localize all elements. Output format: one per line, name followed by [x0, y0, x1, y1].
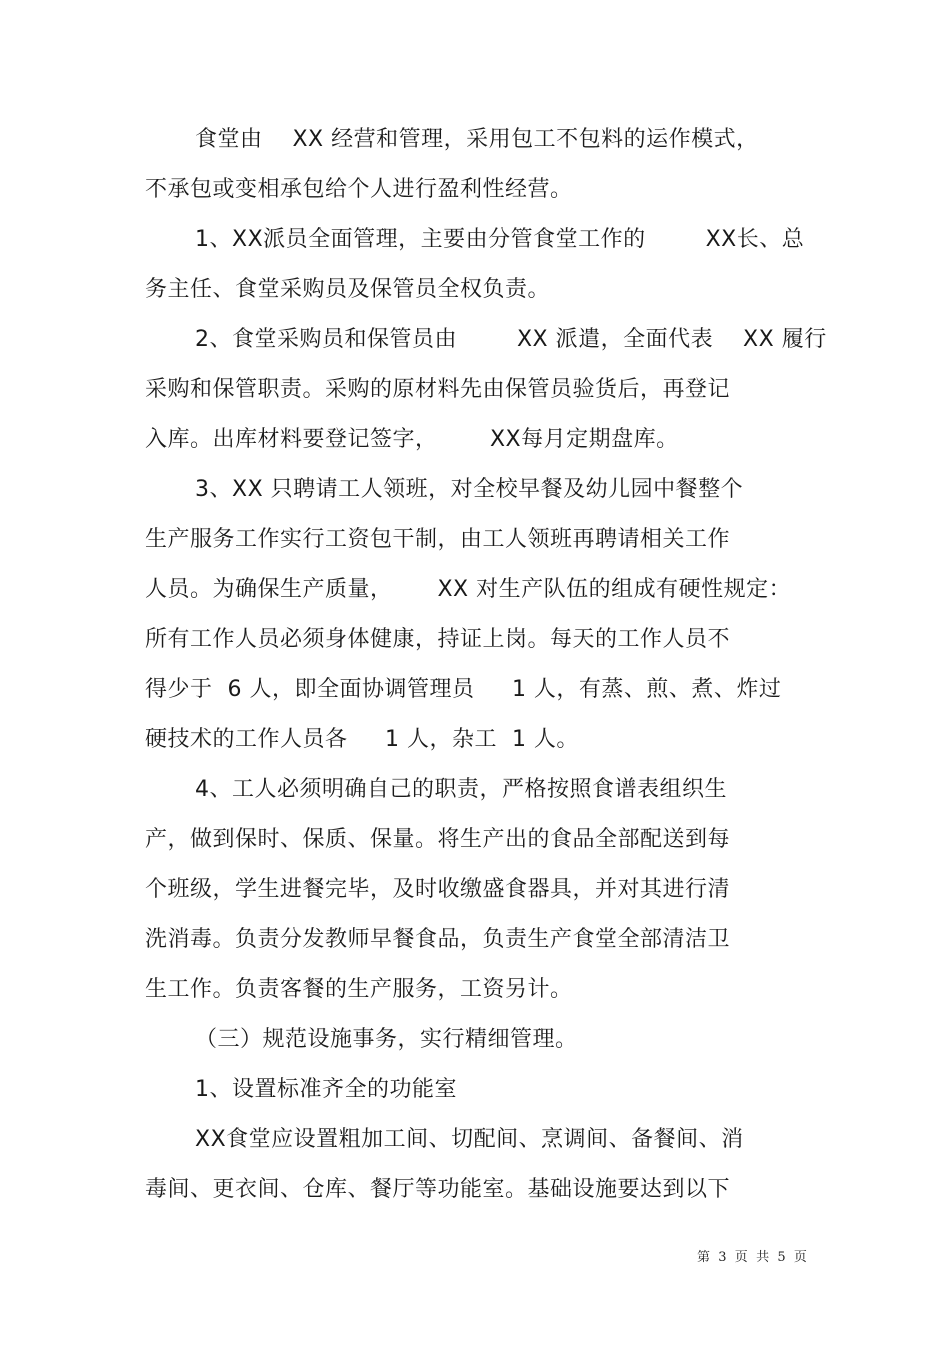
text-line: 生工作。负责客餐的生产服务，工资另计。 — [145, 977, 573, 1002]
page-number-footer: 第 3 页 共 5 页 — [697, 1250, 807, 1265]
text-line: 产，做到保时、保质、保量。将生产出的食品全部配送到每 — [145, 827, 731, 852]
text-line: 2、食堂采购员和保管员由 XX 派遣，全面代表 XX 履行 — [195, 327, 827, 352]
text-line: 1、XX派员全面管理，主要由分管食堂工作的 XX长、总 — [195, 227, 805, 252]
text-line: 务主任、食堂采购员及保管员全权负责。 — [145, 277, 551, 302]
text-line: 采购和保管职责。采购的原材料先由保管员验货后，再登记 — [145, 377, 731, 402]
text-line: XX食堂应设置粗加工间、切配间、烹调间、备餐间、消 — [195, 1127, 744, 1152]
text-line: 不承包或变相承包给个人进行盈利性经营。 — [145, 177, 573, 202]
text-line: 生产服务工作实行工资包干制，由工人领班再聘请相关工作 — [145, 527, 731, 552]
text-line: 毒间、更衣间、仓库、餐厅等功能室。基础设施要达到以下 — [145, 1177, 731, 1202]
text-line: 得少于 6 人，即全面协调管理员 1 人，有蒸、煎、煮、炸过 — [145, 677, 782, 702]
text-line: 4、工人必须明确自己的职责，严格按照食谱表组织生 — [195, 777, 727, 802]
text-line: 3、XX 只聘请工人领班，对全校早餐及幼儿园中餐整个 — [195, 477, 744, 502]
text-line: 所有工作人员必须身体健康，持证上岗。每天的工作人员不 — [145, 627, 731, 652]
text-line: 洗消毒。负责分发教师早餐食品，负责生产食堂全部清洁卫 — [145, 927, 731, 952]
text-line: 入库。出库材料要登记签字， XX每月定期盘库。 — [145, 427, 679, 452]
section-heading: （三）规范设施事务，实行精细管理。 — [195, 1027, 578, 1052]
text-line: 人员。为确保生产质量， XX 对生产队伍的组成有硬性规定： — [145, 577, 792, 602]
subheading: 1、设置标准齐全的功能室 — [195, 1077, 457, 1102]
text-line: 硬技术的工作人员各 1 人，杂工 1 人。 — [145, 727, 579, 752]
text-line: 个班级，学生进餐完毕，及时收缴盛食器具，并对其进行清 — [145, 877, 731, 902]
text-line: 食堂由 XX 经营和管理，采用包工不包料的运作模式， — [195, 127, 759, 152]
